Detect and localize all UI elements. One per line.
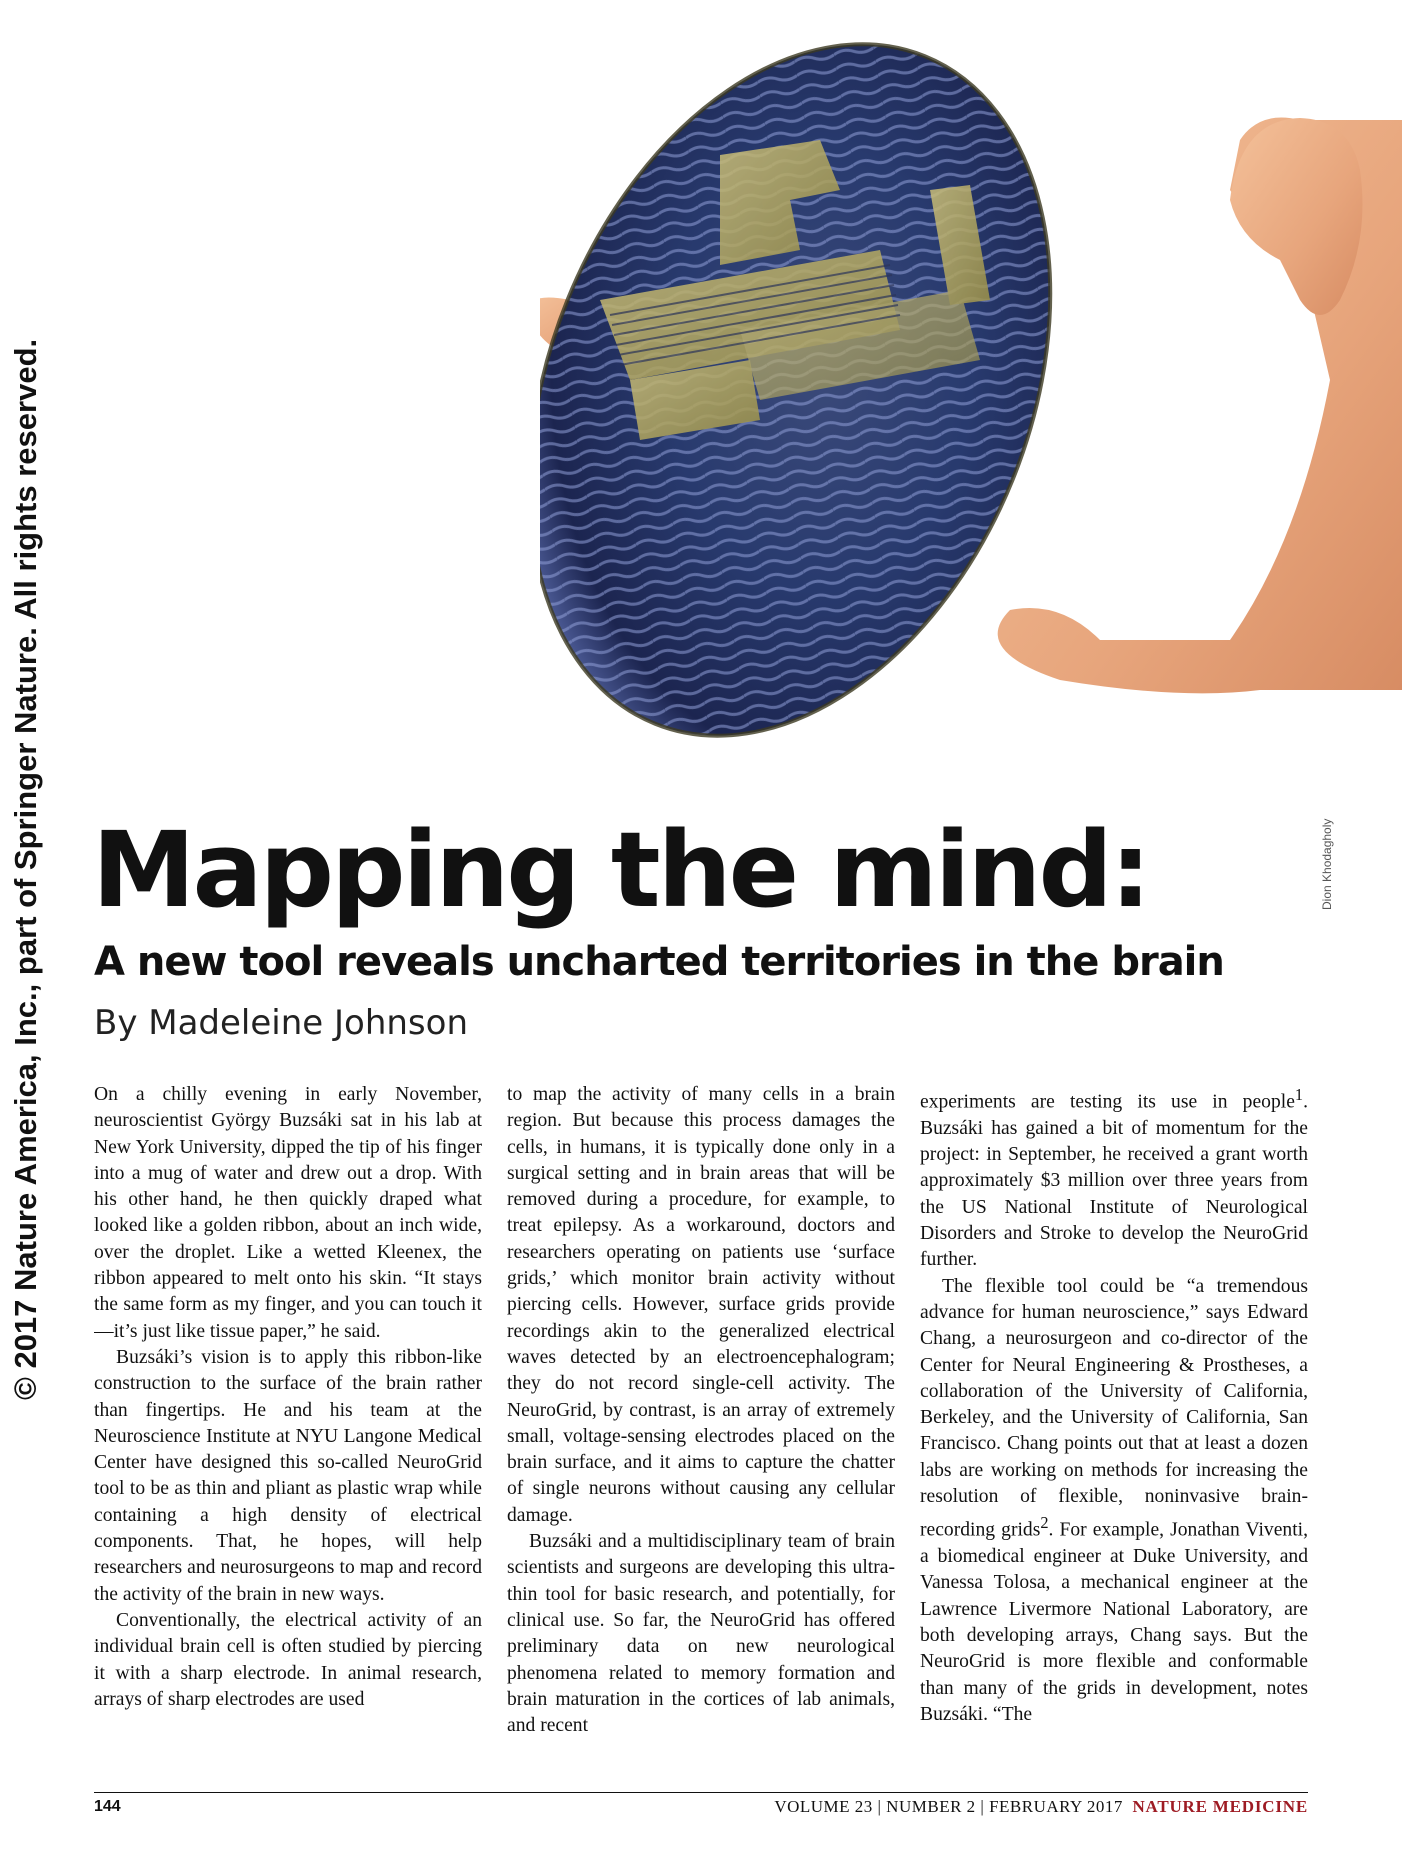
reference-mark[interactable]: 2 (1040, 1513, 1049, 1533)
photo-credit: Dion Khodagholy (1320, 818, 1334, 910)
paragraph-text: . For example, Jonathan Viventi, a biomedical engineer at Duke University, and Vanessa Tolosa, a mechanical engineer at the Lawrence Livermore National Laboratory, are both developing arrays, Chang says. But the NeuroGrid is more flexible and conformable than many of the grids in development, notes Buzsáki. “The (920, 1519, 1308, 1725)
byline: By Madeleine Johnson (94, 1003, 468, 1043)
footer-rule (94, 1792, 1308, 1793)
paragraph: On a chilly evening in early November, neuroscientist György Buzsáki sat in his lab at New York University, dipped the tip of his finger into a mug of water and drew out a drop. With his other hand, he then quickly draped what looked like a golden ribbon, about an inch wide, over the droplet. Like a wetted Kleenex, the ribbon appeared to melt onto his skin. “It stays the same form as my finger, and you can touch it—it’s just like tissue paper,” he said. (94, 1084, 482, 1342)
article-subtitle: A new tool reveals uncharted territories in the brain (94, 939, 1224, 985)
issue-info: VOLUME 23 | NUMBER 2 | FEBRUARY 2017 (774, 1797, 1123, 1816)
wafer-disc (540, 0, 1100, 820)
reference-mark[interactable]: 1 (1294, 1085, 1304, 1104)
paragraph (920, 1082, 1308, 1274)
paragraph-text: . Buzsáki has gained a bit of momentum for the project: in September, he received a grant worth approximately $3 million over three years from the US National Institute of Neurological Disorders and Stroke to develop the NeuroGrid further. (920, 1091, 1308, 1271)
body-column-3 (920, 1082, 1308, 1752)
page-number: 144 (94, 1798, 121, 1815)
body-column-2 (507, 1082, 895, 1752)
body-column-1 (94, 1082, 482, 1752)
thumb-shape (1230, 118, 1363, 315)
journal-name: NATURE MEDICINE (1132, 1797, 1308, 1816)
hero-photo (540, 0, 1402, 820)
paragraph-text: experiments are testing its use in people (920, 1091, 1295, 1113)
wafer-in-hand-illustration (540, 0, 1402, 820)
paragraph: Buzsáki and a multidisciplinary team of brain scientists and surgeons are developing this ultra-thin tool for basic research, and potentially, for clinical use. So far, the NeuroGrid has offered preliminary data on new neurological phenomena related to memory formation and brain maturation in the cortices of lab animals, and recent (507, 1531, 895, 1737)
paragraph (920, 1274, 1308, 1729)
paragraph-text: The flexible tool could be “a tremendous advance for human neuroscience,” says Edward Chang, a neurosurgeon and co-director of the Center for Neural Engineering & Prostheses, a collaboration of the University of California, Berkeley, and the University of California, San Francisco. Chang points out that at least a dozen labs are working on methods for increasing the resolution of flexible, noninvasive brain-recording grids (920, 1275, 1308, 1541)
article-title: Mapping the mind: (92, 809, 1149, 931)
journal-info (774, 1797, 1308, 1817)
copyright-notice: © 2017 Nature America, Inc., part of Springer Nature. All rights reserved. (8, 338, 43, 1400)
paragraph: Conventionally, the electrical activity of an individual brain cell is often studied by piercing it with a sharp electrode. In animal research, arrays of sharp electrodes are used (94, 1609, 482, 1710)
paragraph: to map the activity of many cells in a brain region. But because this process damages the cells, in humans, it is typically done only in a surgical setting and in brain areas that will be removed during a procedure, for example, to treat epilepsy. As a workaround, doctors and researchers operating on patients use ‘surface grids,’ which monitor brain activity without piercing cells. However, surface grids provide recordings akin to the generalized electrical waves detected by an electroencephalogram; they do not record single-cell activity. The NeuroGrid, by contrast, is an array of extremely small, voltage-sensing electrodes placed on the brain surface, and it aims to capture the chatter of single neurons without causing any cellular damage. (507, 1084, 895, 1526)
paragraph: Buzsáki’s vision is to apply this ribbon-like construction to the surface of the brain rather than fingertips. He and his team at the Neuroscience Institute at NYU Langone Medical Center have designed this so-called NeuroGrid tool to be as thin and pliant as plastic wrap while containing a high density of electrical components. That, he hopes, will help researchers and neurosurgeons to map and record the activity of the brain in new ways. (94, 1346, 482, 1605)
